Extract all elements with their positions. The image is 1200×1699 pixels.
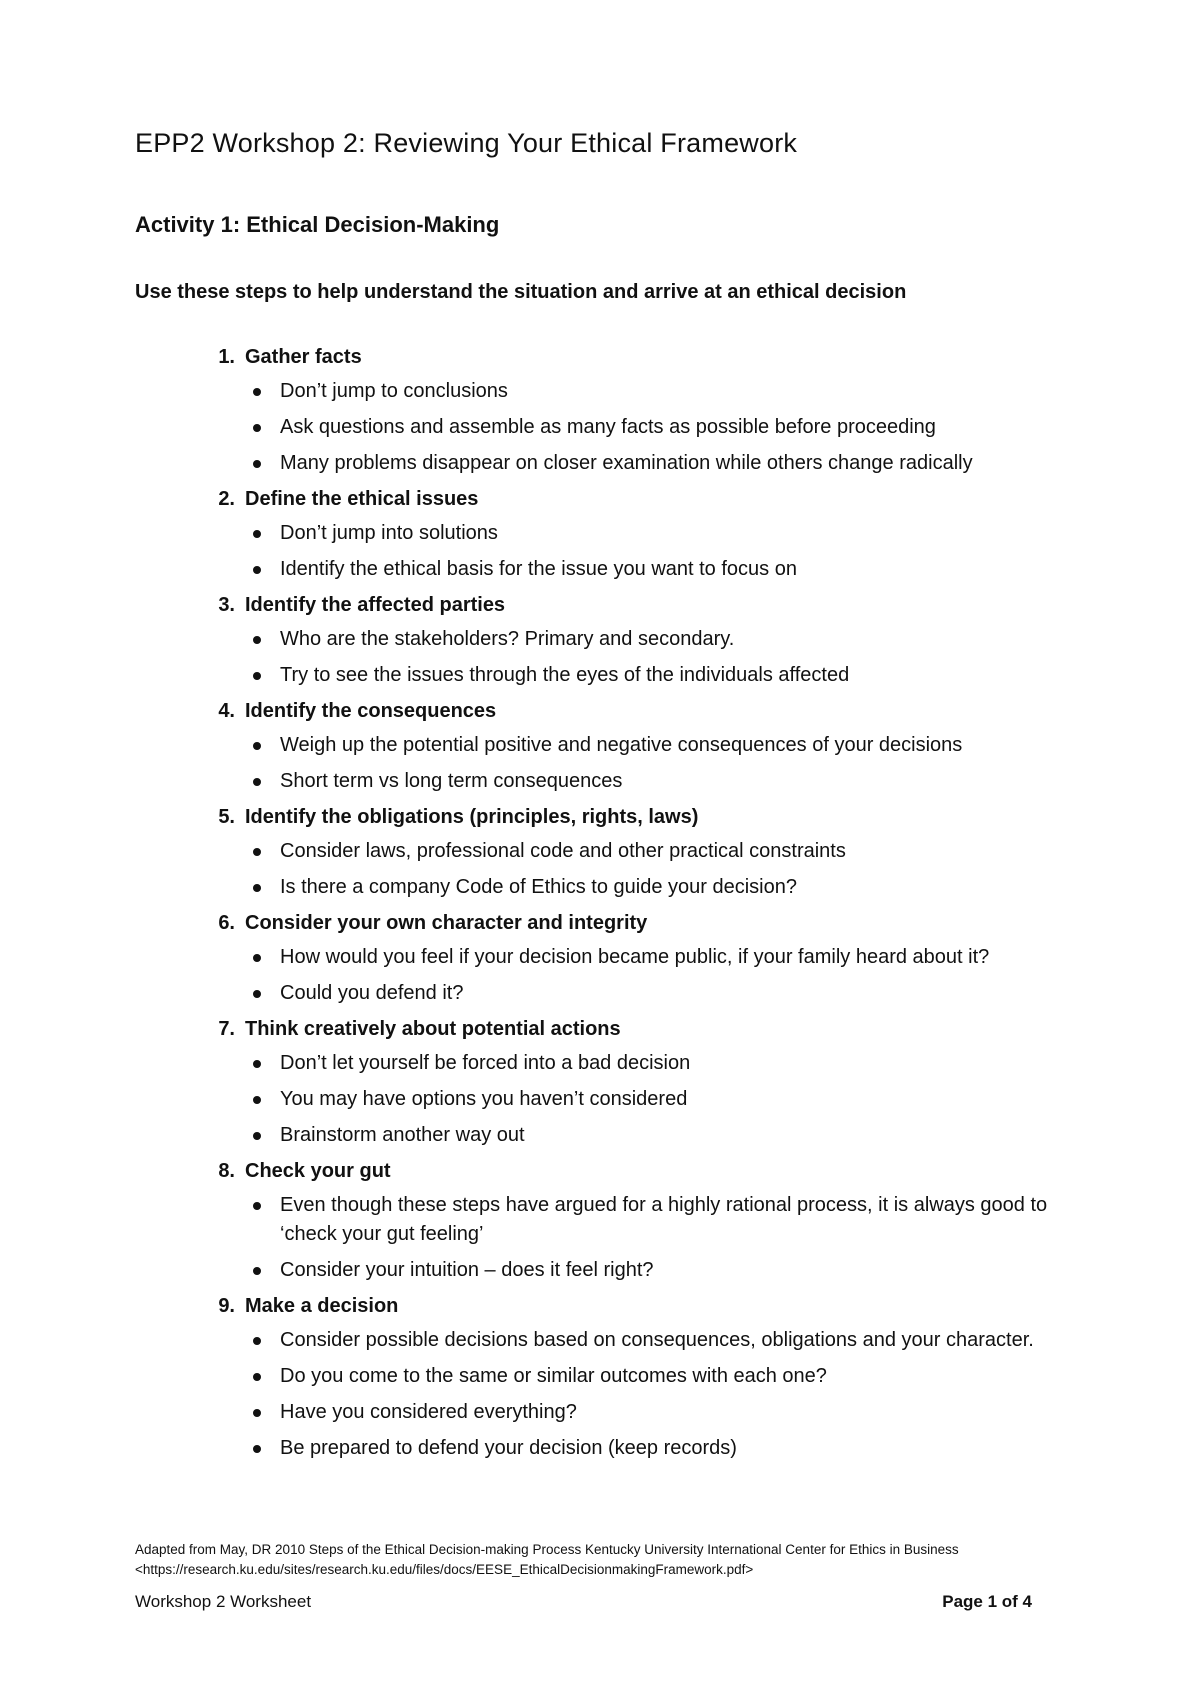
step-heading [205, 482, 1105, 516]
bullet-text: Even though these steps have argued for a highly rational process, it is always good to ‘check your gut feeling’ [280, 1194, 1048, 1245]
bullet-text: Could you defend it? [280, 982, 464, 1004]
bullet-icon [253, 1267, 261, 1275]
step-heading [205, 340, 1105, 374]
bullet-text: Consider your intuition – does it feel right? [280, 1259, 654, 1281]
bullet-text: Weigh up the potential positive and negative consequences of your decisions [280, 734, 963, 756]
step-number: 1. [218, 346, 235, 368]
bullet-icon [253, 460, 261, 468]
step-heading [205, 1012, 1105, 1046]
bullet-icon [253, 566, 261, 574]
bullet-icon [253, 1060, 261, 1068]
bullet-icon [253, 636, 261, 644]
footnote-url: <https://research.ku.edu/sites/research.ku.edu/files/docs/EESE_EthicalDecisionmakingFramework.pdf> [135, 1562, 754, 1577]
bullet-item [205, 1359, 1100, 1395]
bullet-list [205, 374, 1105, 482]
bullet-text: Do you come to the same or similar outcomes with each one? [280, 1365, 827, 1387]
step-heading [205, 588, 1105, 622]
step-number: 7. [218, 1018, 235, 1040]
bullet-icon [253, 1337, 261, 1345]
bullet-text: Don’t let yourself be forced into a bad decision [280, 1052, 691, 1074]
bullet-icon [253, 778, 261, 786]
step-title: Identify the affected parties [245, 594, 506, 616]
bullet-list [205, 1188, 1105, 1289]
bullet-icon [253, 530, 261, 538]
bullet-text: Have you considered everything? [280, 1401, 577, 1423]
step-number: 3. [218, 594, 235, 616]
step-number: 9. [218, 1295, 235, 1317]
bullet-item [205, 622, 1100, 658]
bullet-icon [253, 388, 261, 396]
bullet-item [205, 1253, 1100, 1289]
bullet-list [205, 622, 1105, 694]
step-item [205, 694, 1105, 800]
step-item [205, 1154, 1105, 1289]
bullet-item [205, 446, 1100, 482]
step-number: 5. [218, 806, 235, 828]
step-item [205, 588, 1105, 694]
intro-text: Use these steps to help understand the situation and arrive at an ethical decision [135, 281, 907, 303]
bullet-item [205, 870, 1100, 906]
step-number: 6. [218, 912, 235, 934]
footer-page-number: Page 1 of 4 [942, 1592, 1032, 1611]
step-title: Consider your own character and integrity [245, 912, 648, 934]
step-item [205, 482, 1105, 588]
bullet-text: Brainstorm another way out [280, 1124, 525, 1146]
bullet-item [205, 374, 1100, 410]
bullet-text: Be prepared to defend your decision (keep records) [280, 1437, 737, 1459]
bullet-list [205, 1046, 1105, 1154]
bullet-item [205, 976, 1100, 1012]
bullet-text: Don’t jump to conclusions [280, 380, 508, 402]
step-number: 8. [218, 1160, 235, 1182]
bullet-list [205, 1323, 1105, 1467]
bullet-item [205, 1118, 1100, 1154]
step-title: Make a decision [245, 1295, 399, 1317]
step-item [205, 1012, 1105, 1154]
step-number: 4. [218, 700, 235, 722]
bullet-item [205, 1188, 1100, 1253]
bullet-item [205, 1323, 1100, 1359]
step-title: Identify the obligations (principles, rights, laws) [245, 806, 699, 828]
steps-list [205, 340, 1105, 1467]
bullet-text: How would you feel if your decision became public, if your family heard about it? [280, 946, 990, 968]
bullet-list [205, 728, 1105, 800]
step-heading [205, 1154, 1105, 1188]
bullet-icon [253, 742, 261, 750]
step-item [205, 800, 1105, 906]
document-title: EPP2 Workshop 2: Reviewing Your Ethical Framework [135, 128, 798, 158]
step-heading [205, 906, 1105, 940]
bullet-icon [253, 1373, 261, 1381]
bullet-item [205, 1395, 1100, 1431]
step-item [205, 340, 1105, 482]
bullet-text: Don’t jump into solutions [280, 522, 498, 544]
footnote-citation: Adapted from May, DR 2010 Steps of the Ethical Decision-making Process Kentucky University International Center for Ethics in Business [135, 1542, 959, 1557]
bullet-item [205, 1046, 1100, 1082]
footer-worksheet-label: Workshop 2 Worksheet [135, 1592, 312, 1611]
bullet-icon [253, 1132, 261, 1140]
bullet-icon [253, 424, 261, 432]
bullet-text: Short term vs long term consequences [280, 770, 623, 792]
step-title: Check your gut [245, 1160, 391, 1182]
bullet-item [205, 764, 1100, 800]
bullet-text: You may have options you haven’t considered [280, 1088, 688, 1110]
bullet-item [205, 658, 1100, 694]
bullet-item [205, 834, 1100, 870]
bullet-icon [253, 848, 261, 856]
activity-title: Activity 1: Ethical Decision-Making [135, 212, 500, 237]
step-heading [205, 800, 1105, 834]
step-title: Identify the consequences [245, 700, 497, 722]
bullet-icon [253, 954, 261, 962]
bullet-text: Who are the stakeholders? Primary and secondary. [280, 628, 735, 650]
footnote [135, 1540, 1095, 1580]
bullet-text: Try to see the issues through the eyes of the individuals affected [280, 664, 850, 686]
bullet-icon [253, 990, 261, 998]
step-title: Define the ethical issues [245, 488, 479, 510]
step-heading [205, 1289, 1105, 1323]
bullet-icon [253, 1445, 261, 1453]
bullet-text: Identify the ethical basis for the issue you want to focus on [280, 558, 797, 580]
bullet-item [205, 1431, 1100, 1467]
step-title: Think creatively about potential actions [245, 1018, 621, 1040]
bullet-icon [253, 1202, 261, 1210]
step-title: Gather facts [245, 346, 362, 368]
bullet-text: Is there a company Code of Ethics to guide your decision? [280, 876, 797, 898]
bullet-item [205, 552, 1100, 588]
bullet-item [205, 410, 1100, 446]
bullet-icon [253, 672, 261, 680]
step-heading [205, 694, 1105, 728]
bullet-text: Consider possible decisions based on consequences, obligations and your character. [280, 1329, 1034, 1351]
bullet-list [205, 516, 1105, 588]
bullet-icon [253, 884, 261, 892]
step-item [205, 1289, 1105, 1467]
step-item [205, 906, 1105, 1012]
bullet-text: Ask questions and assemble as many facts as possible before proceeding [280, 416, 936, 438]
step-number: 2. [218, 488, 235, 510]
bullet-item [205, 940, 1100, 976]
bullet-item [205, 516, 1100, 552]
bullet-icon [253, 1409, 261, 1417]
bullet-text: Consider laws, professional code and other practical constraints [280, 840, 846, 862]
bullet-text: Many problems disappear on closer examination while others change radically [280, 452, 973, 474]
bullet-list [205, 940, 1105, 1012]
bullet-item [205, 728, 1100, 764]
bullet-item [205, 1082, 1100, 1118]
bullet-list [205, 834, 1105, 906]
bullet-icon [253, 1096, 261, 1104]
